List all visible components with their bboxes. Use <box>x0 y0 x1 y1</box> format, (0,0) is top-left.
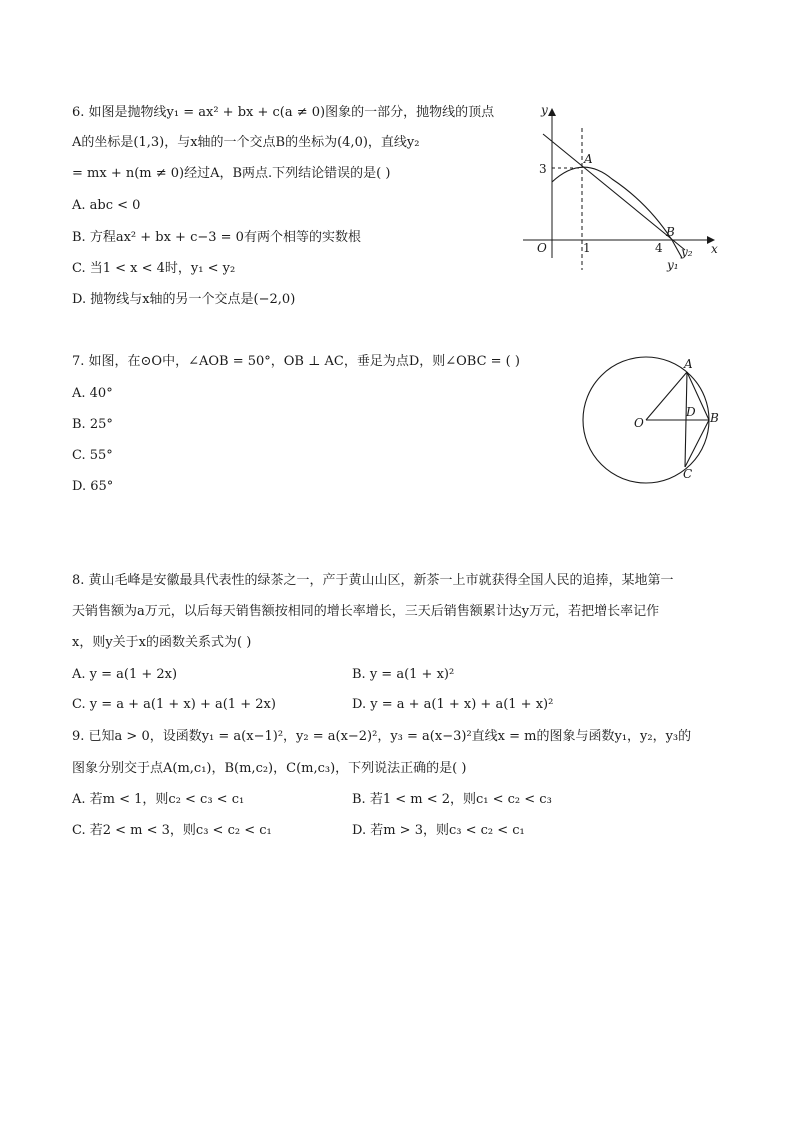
line-y2 <box>543 134 685 250</box>
segment-oa <box>646 372 687 420</box>
fig6-origin: O <box>537 241 547 255</box>
q6-parabola-figure <box>515 98 725 278</box>
fig6-point-b: B <box>666 225 675 239</box>
q7-circle-figure <box>578 350 728 490</box>
q9-stem-line-1: 9. 已知a > 0，设函数y₁ = a(x−1)²，y₂ = a(x−2)²，y₃ = a(x−3)²直线x = m的图象与函数y₁，y₂，y₃的 <box>72 729 692 744</box>
q6-option-d: D. 抛物线与x轴的另一个交点是(−2,0) <box>72 292 296 307</box>
q9-option-a: A. 若m < 1，则c₂ < c₃ < c₁ <box>72 792 245 807</box>
q8-option-c: C. y = a + a(1 + x) + a(1 + 2x) <box>72 697 276 712</box>
segment-bc <box>685 420 709 467</box>
q7-option-b: B. 25° <box>72 417 113 432</box>
fig6-tick-1: 1 <box>583 241 591 255</box>
fig6-point-a: A <box>584 152 593 166</box>
q6-stem-line-1: 6. 如图是抛物线y₁ = ax² + bx + c(a ≠ 0)图象的一部分，抛物线的顶点 <box>72 105 495 120</box>
fig6-x-label: x <box>711 242 718 256</box>
q8-stem-line-1: 8. 黄山毛峰是安徽最具代表性的绿茶之一，产于黄山山区，新茶一上市就获得全国人民的追捧，某地第一 <box>72 573 674 588</box>
fig7-label-d: D <box>686 405 696 419</box>
fig6-tick-4: 4 <box>655 241 663 255</box>
q9-option-c: C. 若2 < m < 3，则c₃ < c₂ < c₁ <box>72 823 272 838</box>
q8-option-a: A. y = a(1 + 2x) <box>72 667 178 682</box>
fig7-label-a: A <box>684 357 693 371</box>
fig7-label-o: O <box>634 416 644 430</box>
q6-stem-line-2: A的坐标是(1,3)，与x轴的一个交点B的坐标为(4,0)，直线y₂ <box>72 135 420 150</box>
fig6-label-y2: y₂ <box>681 245 693 259</box>
q6-stem-line-3: = mx + n(m ≠ 0)经过A，B两点.下列结论错误的是( ) <box>72 166 391 181</box>
q7-stem: 7. 如图，在⊙O中，∠AOB = 50°，OB ⊥ AC，垂足为点D，则∠OBC = ( ) <box>72 354 520 369</box>
fig6-tick-3: 3 <box>539 162 547 176</box>
fig7-label-c: C <box>683 467 693 481</box>
q6-option-c: C. 当1 < x < 4时，y₁ < y₂ <box>72 261 236 276</box>
q7-option-c: C. 55° <box>72 448 113 463</box>
fig6-y-label: y <box>541 103 548 117</box>
q9-option-d: D. 若m > 3，则c₃ < c₂ < c₁ <box>352 823 525 838</box>
q8-stem-line-3: x，则y关于x的函数关系式为( ) <box>72 635 252 650</box>
q9-option-b: B. 若1 < m < 2，则c₁ < c₂ < c₃ <box>352 792 552 807</box>
fig7-label-b: B <box>710 411 719 425</box>
q6-option-a: A. abc < 0 <box>72 198 141 213</box>
fig6-label-y1: y₁ <box>667 258 679 272</box>
q8-option-d: D. y = a + a(1 + x) + a(1 + x)² <box>352 697 554 712</box>
q8-stem-line-2: 天销售额为a万元，以后每天销售额按相同的增长率增长，三天后销售额累计达y万元，若把增长率记作 <box>72 604 660 619</box>
q7-option-d: D. 65° <box>72 479 114 494</box>
q6-option-b: B. 方程ax² + bx + c−3 = 0有两个相等的实数根 <box>72 230 361 245</box>
q7-option-a: A. 40° <box>72 386 113 401</box>
q8-option-b: B. y = a(1 + x)² <box>352 667 455 682</box>
q9-stem-line-2: 图象分别交于点A(m,c₁)，B(m,c₂)，C(m,c₃)，下列说法正确的是( ) <box>72 761 467 776</box>
